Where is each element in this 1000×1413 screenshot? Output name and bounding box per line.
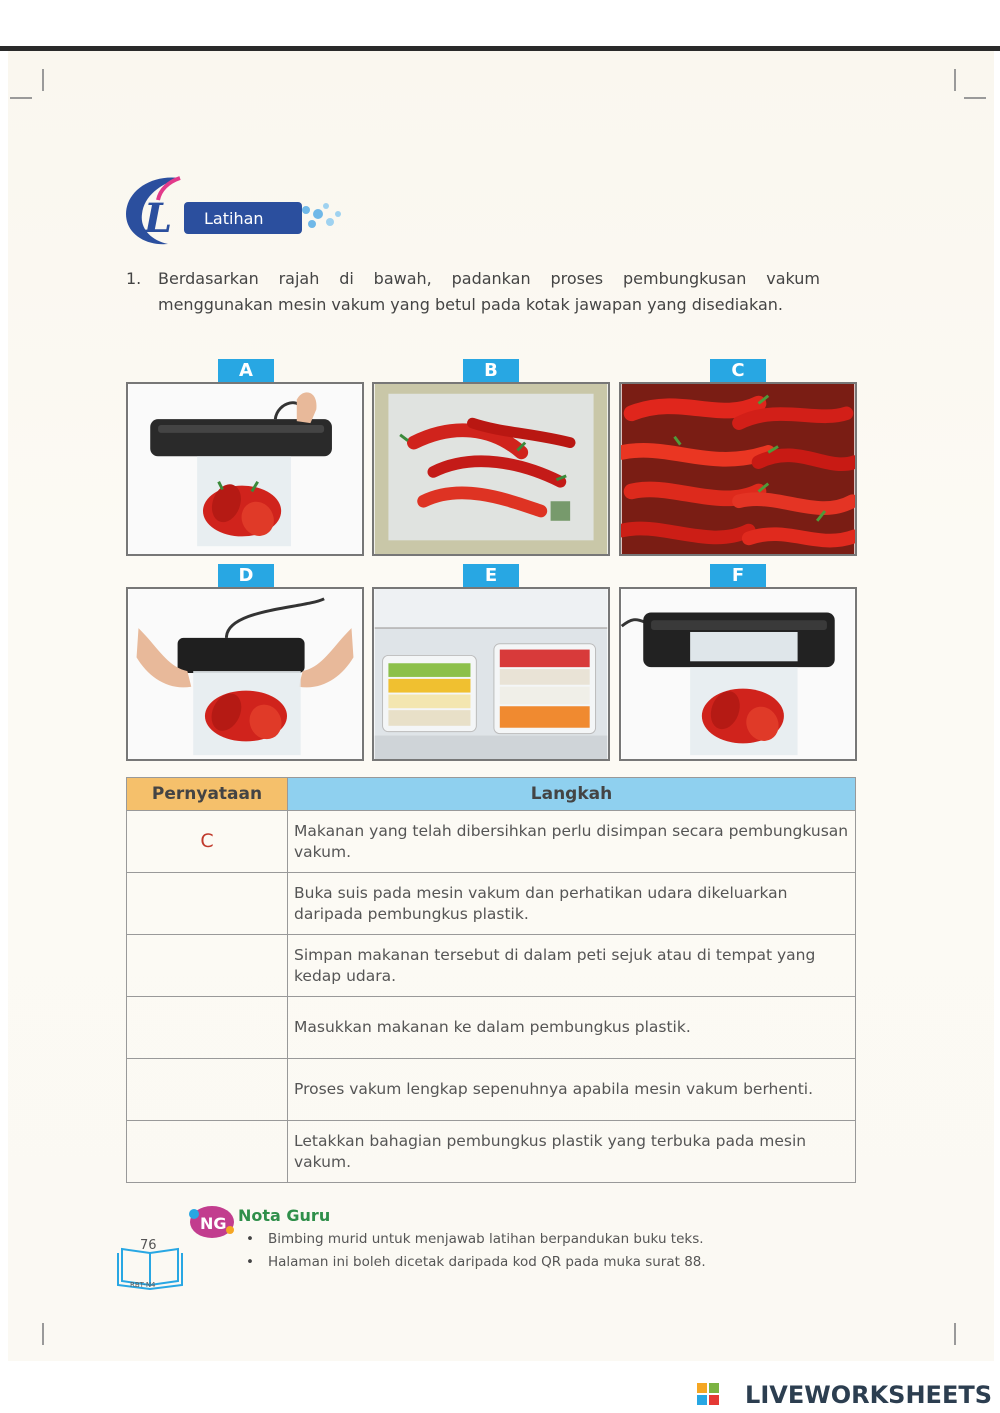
question-text: Berdasarkan rajah di bawah, padankan proses pembungkusan vakum menggunakan mesin vakum yang betul pada kotak jawapan yang disediakan. (158, 269, 820, 314)
liveworksheets-logo-icon (697, 1383, 719, 1405)
crop-mark (42, 1323, 44, 1345)
crop-mark (964, 97, 986, 99)
sealer-bag-icon (621, 589, 855, 759)
answer-box[interactable] (127, 873, 288, 935)
nota-guru-list (248, 1228, 706, 1274)
table-row (127, 997, 856, 1059)
table-row (127, 1121, 856, 1183)
page-number: 76 (140, 1238, 157, 1253)
answer-box[interactable] (127, 997, 288, 1059)
answer-box[interactable] (127, 1121, 288, 1183)
image-label-b: B (463, 359, 519, 383)
latihan-badge (120, 170, 350, 250)
steps-table (126, 777, 856, 1183)
table-row (127, 935, 856, 997)
sealer-hands-icon (128, 589, 362, 759)
answer-box[interactable] (127, 935, 288, 997)
crop-mark (954, 69, 956, 91)
image-label-c: C (710, 359, 766, 383)
step-text: Simpan makanan tersebut di dalam peti sejuk atau di tempat yang kedap udara. (288, 935, 856, 997)
step-text: Letakkan bahagian pembungkus plastik yang terbuka pada mesin vakum. (288, 1121, 856, 1183)
table-header-row (127, 778, 856, 811)
question-number: 1. (126, 269, 142, 288)
photo-d-placing-bag (126, 587, 364, 761)
image-label-e: E (463, 564, 519, 588)
step-text: Makanan yang telah dibersihkan perlu disimpan secara pembungkusan vakum. (288, 811, 856, 873)
table-row (127, 873, 856, 935)
latihan-label: Latihan (204, 209, 264, 228)
photo-a-sealer-pressing (126, 382, 364, 556)
crop-mark (10, 97, 32, 99)
crop-mark (42, 69, 44, 91)
answer-box[interactable] (127, 1059, 288, 1121)
step-text: Proses vakum lengkap sepenuhnya apabila mesin vakum berhenti. (288, 1059, 856, 1121)
image-label-d: D (218, 564, 274, 588)
nota-guru-item: • Bimbing murid untuk menjawab latihan berpandukan buku teks. (248, 1228, 706, 1251)
teacher-note (186, 1202, 796, 1282)
liveworksheets-brand[interactable]: LIVEWORKSHEETS (745, 1381, 992, 1409)
table-row (127, 811, 856, 873)
header-langkah: Langkah (288, 778, 856, 811)
image-label-f: F (710, 564, 766, 588)
vacuum-sealer-icon (128, 384, 362, 554)
chili-bag-icon (374, 384, 608, 554)
header-pernyataan: Pernyataan (127, 778, 288, 811)
photo-c-fresh-chilies (619, 382, 857, 556)
step-text: Masukkan makanan ke dalam pembungkus plastik. (288, 997, 856, 1059)
crop-mark (954, 1323, 956, 1345)
fridge-containers-icon (374, 589, 608, 759)
photo-f-sealer-closed (619, 587, 857, 761)
page-code: RBT-N4 (130, 1281, 156, 1289)
step-text: Buka suis pada mesin vakum dan perhatikan udara dikeluarkan daripada pembungkus plastik. (288, 873, 856, 935)
nota-guru-icon-text: NG (200, 1214, 227, 1233)
nota-guru-icon (186, 1202, 242, 1242)
answer-box[interactable]: C (127, 811, 288, 873)
svg-text:L: L (144, 195, 173, 242)
table-row (127, 1059, 856, 1121)
image-label-a: A (218, 359, 274, 383)
nota-guru-title: Nota Guru (238, 1206, 331, 1225)
scan-border (0, 0, 1000, 51)
photo-b-chili-in-bag (372, 382, 610, 556)
chili-pile-icon (621, 384, 855, 554)
photo-e-fridge-storage (372, 587, 610, 761)
nota-guru-item: • Halaman ini boleh dicetak daripada kod QR pada muka surat 88. (248, 1251, 706, 1274)
